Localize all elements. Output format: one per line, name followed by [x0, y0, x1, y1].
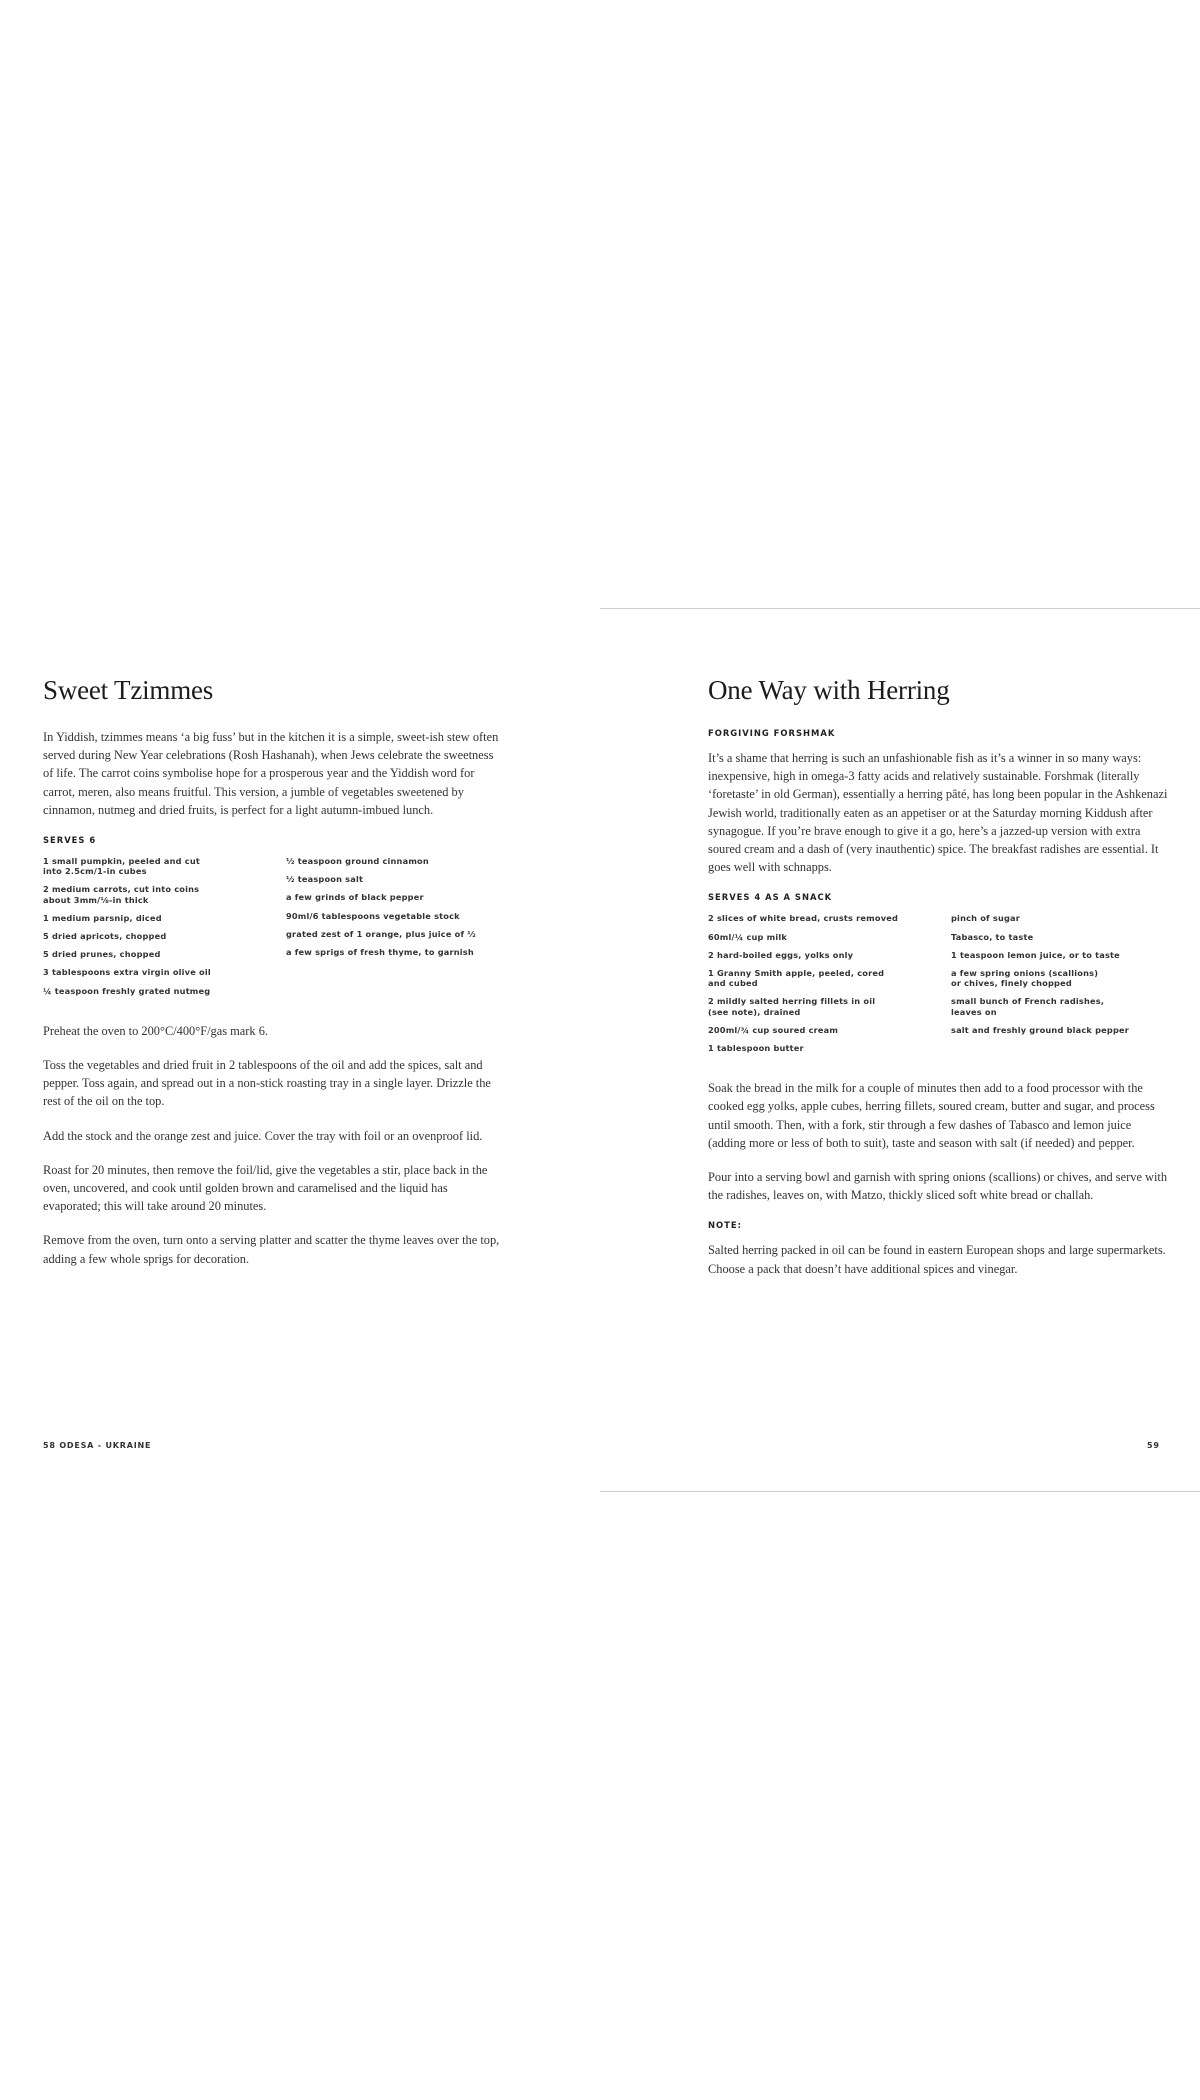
ingredient-item: ½ teaspoon salt — [286, 874, 364, 885]
serves-label: SERVES 6 — [43, 835, 97, 846]
ingredient-item: 5 dried prunes, chopped — [43, 949, 161, 960]
ingredient-item: a few spring onions (scallions) or chives, finely chopped — [951, 968, 1099, 989]
note-text: Salted herring packed in oil can be found in eastern European shops and large supermarkets. Choose a pack that doesn’t have additional spices and vinegar. — [708, 1243, 1166, 1276]
ingredient-item: 3 tablespoons extra virgin olive oil — [43, 967, 211, 978]
folio-right: 59 — [1147, 1441, 1160, 1450]
ingredient-item: pinch of sugar — [951, 913, 1020, 924]
ingredient-item: a few sprigs of fresh thyme, to garnish — [286, 947, 474, 958]
ingredient-item: ½ teaspoon ground cinnamon — [286, 856, 429, 867]
method-step: Roast for 20 minutes, then remove the foil/lid, give the vegetables a stir, place back in the oven, uncovered, and cook until golden brown and caramelised and the liquid has evaporated; this will take around 20 minutes. — [43, 1162, 488, 1214]
top-divider — [600, 608, 1200, 609]
ingredients-column-1 — [708, 913, 941, 1061]
ingredient-item: 2 hard-boiled eggs, yolks only — [708, 949, 854, 960]
ingredient-item: 1 tablespoon butter — [708, 1043, 804, 1054]
recipe-title-herring: One Way with Herring — [708, 675, 950, 705]
note-label: NOTE: — [708, 1220, 742, 1231]
recipe-intro: In Yiddish, tzimmes means ‘a big fuss’ but in the kitchen it is a simple, sweet-ish stew often served during New Year celebrations (Rosh Hashanah), when Jews celebrate the sweetness of life. The carrot coins symbolise hope for a prosperous year and the Yiddish word for carrot, meren, also means fruitful. This version, a jumble of vegetables sweetened by cinnamon, nutmeg and dried fruits, is perfect for a light autumn-imbued lunch. — [43, 730, 499, 817]
recipe-subtitle: FORGIVING FORSHMAK — [708, 728, 836, 738]
ingredient-item: grated zest of 1 orange, plus juice of ½ — [286, 928, 476, 939]
bottom-divider — [600, 1491, 1200, 1492]
left-page — [43, 675, 503, 1284]
ingredient-item: 1 teaspoon lemon juice, or to taste — [951, 949, 1120, 960]
method-step: Add the stock and the orange zest and juice. Cover the tray with foil or an ovenproof lid. — [43, 1128, 483, 1143]
ingredient-item: salt and freshly ground black pepper — [951, 1024, 1130, 1035]
ingredient-item: 2 mildly salted herring fillets in oil (see note), drained — [708, 996, 876, 1017]
recipe-title-tzimmes: Sweet Tzimmes — [43, 675, 214, 705]
ingredient-item: a few grinds of black pepper — [286, 892, 424, 903]
ingredient-item: 2 slices of white bread, crusts removed — [708, 913, 899, 924]
ingredient-item: 5 dried apricots, chopped — [43, 931, 167, 942]
ingredient-item: Tabasco, to taste — [951, 931, 1034, 942]
ingredient-item: ¼ teaspoon freshly grated nutmeg — [43, 985, 211, 996]
serves-label: SERVES 4 AS A SNACK — [708, 892, 833, 903]
method-step: Toss the vegetables and dried fruit in 2 tablespoons of the oil and add the spices, salt and pepper. Toss again, and spread out in a non-stick roasting tray in a single layer. Drizzle the rest of the oil on the top. — [43, 1058, 491, 1109]
ingredients-list — [43, 856, 503, 1004]
folio-left: 58 ODESA - UKRAINE — [43, 1441, 152, 1450]
ingredients-column-2 — [951, 913, 1181, 1061]
ingredient-item: 2 medium carrots, cut into coins about 3mm/⅛-in thick — [43, 884, 200, 905]
ingredient-item: 1 Granny Smith apple, peeled, cored and cubed — [708, 968, 885, 989]
method-step: Pour into a serving bowl and garnish with spring onions (scallions) or chives, and serve with the radishes, leaves on, with Matzo, thickly sliced soft white bread or challah. — [708, 1170, 1168, 1203]
method-step: Preheat the oven to 200°C/400°F/gas mark 6. — [43, 1023, 268, 1038]
ingredient-item: 60ml/¼ cup milk — [708, 931, 788, 942]
method-step: Remove from the oven, turn onto a serving platter and scatter the thyme leaves over the top, adding a few whole sprigs for decoration. — [43, 1233, 500, 1266]
right-page — [708, 675, 1168, 1294]
ingredient-item: 1 small pumpkin, peeled and cut into 2.5cm/1-in cubes — [43, 856, 200, 877]
ingredient-item: 200ml/¾ cup soured cream — [708, 1024, 839, 1035]
ingredients-list — [708, 913, 1168, 1061]
method-step: Soak the bread in the milk for a couple of minutes then add to a food processor with the cooked egg yolks, apple cubes, herring fillets, soured cream, butter and sugar, and process until smooth. Then, with a fork, stir through a few dashes of Tabasco and lemon juice (adding more or less of both to suit), taste and season with salt (if needed) and pepper. — [708, 1081, 1155, 1150]
ingredients-column-2 — [286, 856, 516, 1004]
ingredient-item: small bunch of French radishes, leaves on — [951, 996, 1105, 1017]
ingredients-column-1 — [43, 856, 276, 1004]
ingredient-item: 90ml/6 tablespoons vegetable stock — [286, 910, 460, 921]
recipe-intro: It’s a shame that herring is such an unfashionable fish as it’s a winner in so many ways: inexpensive, high in omega-3 fatty acids and relatively sustainable. Forshmak (literally ‘foretaste’ in old German), essentially a herring pâté, has long been popular in the Ashkenazi Jewish world, traditionally eaten as an appetiser or at the Saturday morning Kiddush after synagogue. If you’re brave enough to give it a go, here’s a jazzed-up version with extra soured cream and a dash of (very inauthentic) spice. The breakfast radishes are essential. It goes well with schnapps. — [708, 751, 1168, 875]
ingredient-item: 1 medium parsnip, diced — [43, 912, 162, 923]
